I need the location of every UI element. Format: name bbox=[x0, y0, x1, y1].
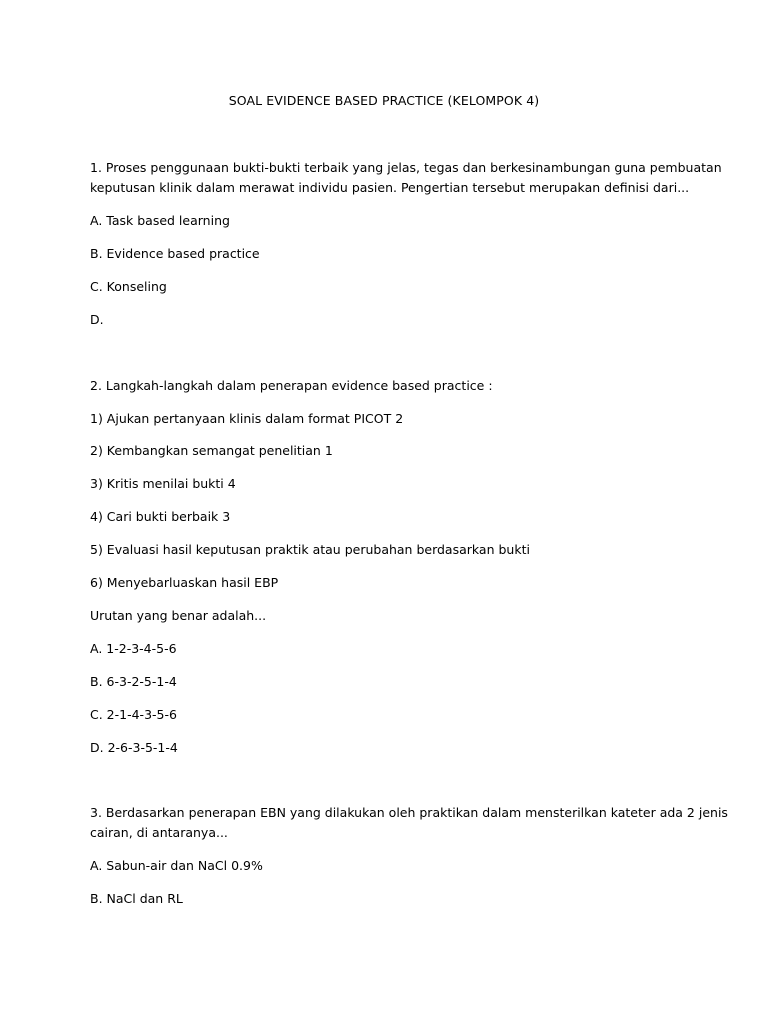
question-2-step-5: 5) Evaluasi hasil keputusan praktik atau perubahan berdasarkan bukti bbox=[90, 542, 530, 557]
question-2-option-a: A. 1-2-3-4-5-6 bbox=[90, 641, 177, 656]
question-2-step-3: 3) Kritis menilai bukti 4 bbox=[90, 476, 236, 491]
question-2-option-c: C. 2-1-4-3-5-6 bbox=[90, 707, 177, 722]
question-2-step-1: 1) Ajukan pertanyaan klinis dalam format PICOT 2 bbox=[90, 411, 404, 426]
question-2-step-2: 2) Kembangkan semangat penelitian 1 bbox=[90, 443, 333, 458]
question-1-option-c: C. Konseling bbox=[90, 279, 167, 294]
question-2-prompt: Urutan yang benar adalah... bbox=[90, 608, 267, 623]
question-1-option-d: D. bbox=[90, 312, 104, 327]
question-1-text-line-1: 1. Proses penggunaan bukti-bukti terbaik yang jelas, tegas dan berkesinambungan guna pembuatan bbox=[90, 160, 722, 175]
question-1-option-b: B. Evidence based practice bbox=[90, 246, 260, 261]
question-2-text: 2. Langkah-langkah dalam penerapan evidence based practice : bbox=[90, 378, 493, 393]
document-title: SOAL EVIDENCE BASED PRACTICE (KELOMPOK 4) bbox=[228, 93, 540, 108]
question-3-option-b: B. NaCl dan RL bbox=[90, 891, 183, 906]
question-2-step-6: 6) Menyebarluaskan hasil EBP bbox=[90, 575, 279, 590]
question-2-step-4: 4) Cari bukti berbaik 3 bbox=[90, 509, 231, 524]
question-2-option-b: B. 6-3-2-5-1-4 bbox=[90, 674, 177, 689]
question-1-option-a: A. Task based learning bbox=[90, 213, 230, 228]
question-3-text-line-1: 3. Berdasarkan penerapan EBN yang dilakukan oleh praktikan dalam mensterilkan kateter ada 2 jenis bbox=[90, 805, 728, 820]
question-2-option-d: D. 2-6-3-5-1-4 bbox=[90, 740, 178, 755]
question-3-option-a: A. Sabun-air dan NaCl 0.9% bbox=[90, 858, 263, 873]
question-3-text-line-2: cairan, di antaranya... bbox=[90, 825, 228, 840]
question-1-text-line-2: keputusan klinik dalam merawat individu pasien. Pengertian tersebut merupakan definisi dari... bbox=[90, 180, 690, 195]
